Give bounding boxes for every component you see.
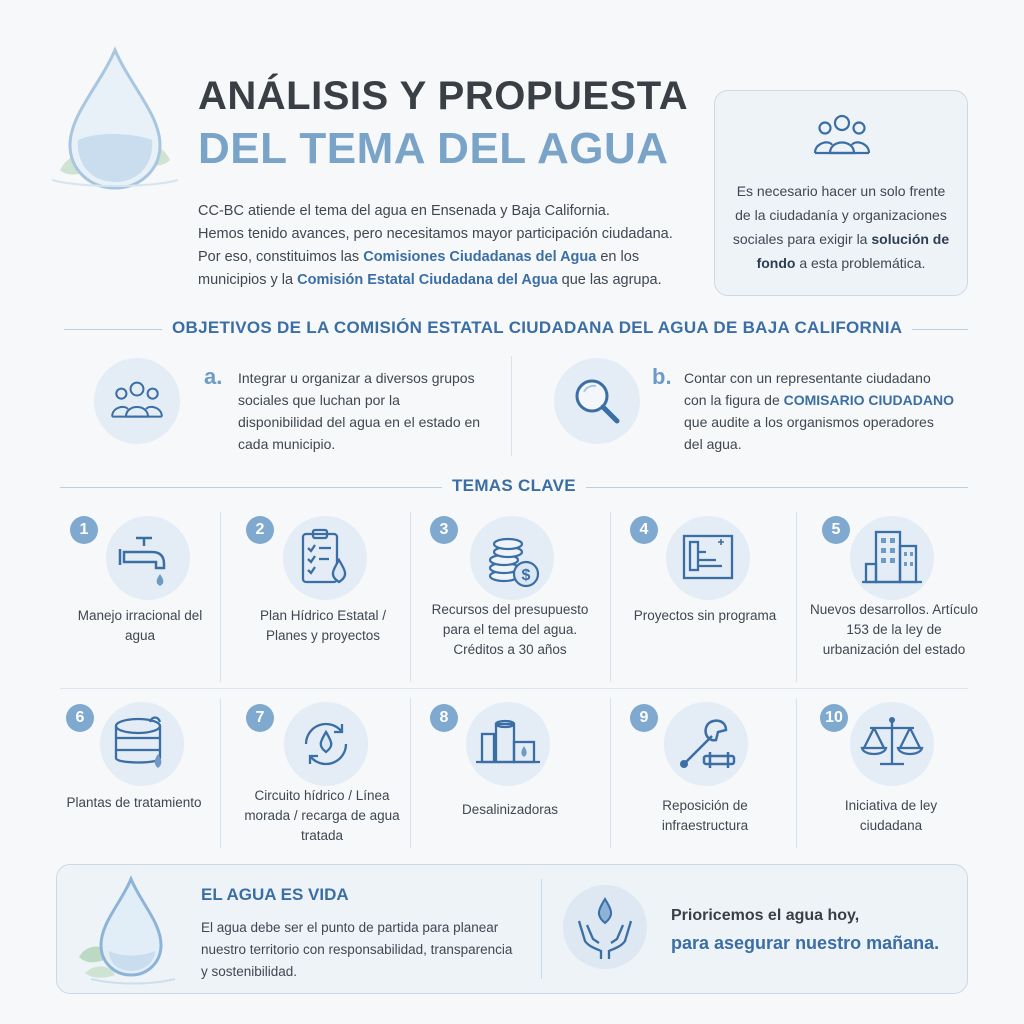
intro-line: Hemos tenido avances, pero necesitamos mayor participación ciudadana. <box>198 226 673 242</box>
tema-label: Manejo irracional del agua <box>77 608 203 643</box>
tema-number: 6 <box>66 704 94 732</box>
tema-number: 2 <box>246 516 274 544</box>
clipboard-drop-icon <box>283 516 367 600</box>
objectives-title: OBJETIVOS DE LA COMISIÓN ESTATAL CIUDADANA DEL AGUA DE BAJA CALIFORNIA <box>162 318 912 338</box>
objective-b-icon-circle <box>554 358 640 444</box>
water-drop-icon <box>71 871 181 989</box>
highlight-comisiones: Comisiones Ciudadanas del Agua <box>363 249 597 265</box>
intro-line: Por eso, constituimos las Comisiones Ciudadanas del Agua en los <box>198 249 640 265</box>
tema-number: 5 <box>822 516 850 544</box>
tema-label: Proyectos sin programa <box>633 608 777 623</box>
footer-panel <box>56 864 968 994</box>
people-group-icon <box>107 378 167 424</box>
divider <box>796 512 797 682</box>
plant-icon <box>466 702 550 786</box>
divider <box>511 356 512 456</box>
wrench-pipe-icon <box>664 702 748 786</box>
slogan-line-1: Prioricemos el agua hoy, <box>671 907 860 924</box>
divider <box>410 698 411 848</box>
water-drop-icon <box>40 40 190 210</box>
divider <box>610 512 611 682</box>
divider <box>220 512 221 682</box>
intro-text <box>198 200 708 292</box>
tema-number: 4 <box>630 516 658 544</box>
tema-number: 10 <box>820 704 848 732</box>
tema-label: Nuevos desarrollos. Artículo 153 de la ley de urbanización del estado <box>809 602 979 657</box>
objective-b-text: Contar con un representante ciudadano con la figura de COMISARIO CIUDADANO que audite a los organismos operadores del agua. <box>684 370 954 452</box>
row-divider <box>60 688 968 689</box>
tank-icon <box>100 702 184 786</box>
scales-icon <box>850 702 934 786</box>
divider <box>220 698 221 848</box>
tema-number: 7 <box>246 704 274 732</box>
divider <box>410 512 411 682</box>
tema-label: Iniciativa de ley ciudadana <box>844 798 938 833</box>
footer-title: EL AGUA ES VIDA <box>201 885 349 904</box>
objective-a-icon-circle <box>94 358 180 444</box>
hands-drop-icon <box>563 885 647 969</box>
tema-number: 9 <box>630 704 658 732</box>
divider <box>796 698 797 848</box>
tema-label: Plan Hídrico Estatal / Planes y proyectos <box>259 608 387 643</box>
recycle-drop-icon <box>284 702 368 786</box>
coins-dollar-icon <box>470 516 554 600</box>
footer-text: El agua debe ser el punto de partida para planear nuestro territorio con responsabilidad, transparencia y sostenibilidad. <box>201 920 513 979</box>
people-group-icon <box>812 111 872 161</box>
tema-number: 3 <box>430 516 458 544</box>
divider <box>610 698 611 848</box>
comisario-highlight: COMISARIO CIUDADANO <box>783 392 954 408</box>
faucet-icon <box>106 516 190 600</box>
tema-label: Desalinizadoras <box>461 802 559 817</box>
callout-panel <box>714 90 968 296</box>
svg-text:$: $ <box>521 567 531 584</box>
callout-text: Es necesario hacer un solo frente de la ciudadanía y organizaciones sociales para exigir la solución de fondo a esta problemática. <box>732 183 950 271</box>
divider <box>541 879 542 979</box>
buildings-icon <box>850 516 934 600</box>
magnifier-icon <box>570 374 624 428</box>
tema-number: 8 <box>430 704 458 732</box>
blueprint-icon <box>666 516 750 600</box>
intro-line: CC-BC atiende el tema del agua en Ensenada y Baja California. <box>198 203 610 219</box>
highlight-comision-estatal: Comisión Estatal Ciudadana del Agua <box>297 272 558 288</box>
intro-line: municipios y la Comisión Estatal Ciudadana del Agua que las agrupa. <box>198 272 662 288</box>
temas-title: TEMAS CLAVE <box>442 476 586 496</box>
objective-a-text: Integrar u organizar a diversos grupos sociales que luchan por la disponibilidad del agua en el estado en cada municipio. <box>238 370 481 452</box>
slogan-line-2: para asegurar nuestro mañana. <box>671 933 940 953</box>
tema-label: Recursos del presupuesto para el tema del agua. Créditos a 30 años <box>431 602 589 657</box>
callout-bold: solución de fondo <box>756 231 950 271</box>
tema-label: Plantas de tratamiento <box>66 795 202 810</box>
tema-label: Circuito hídrico / Línea morada / recarga de agua tratada <box>244 788 400 843</box>
tema-label: Reposición de infraestructura <box>661 798 749 833</box>
page-title: ANÁLISIS Y PROPUESTA <box>198 74 689 118</box>
objective-a-letter: a. <box>204 364 223 389</box>
page-subtitle: DEL TEMA DEL AGUA <box>198 124 669 173</box>
tema-number: 1 <box>70 516 98 544</box>
objective-b-letter: b. <box>652 364 672 389</box>
